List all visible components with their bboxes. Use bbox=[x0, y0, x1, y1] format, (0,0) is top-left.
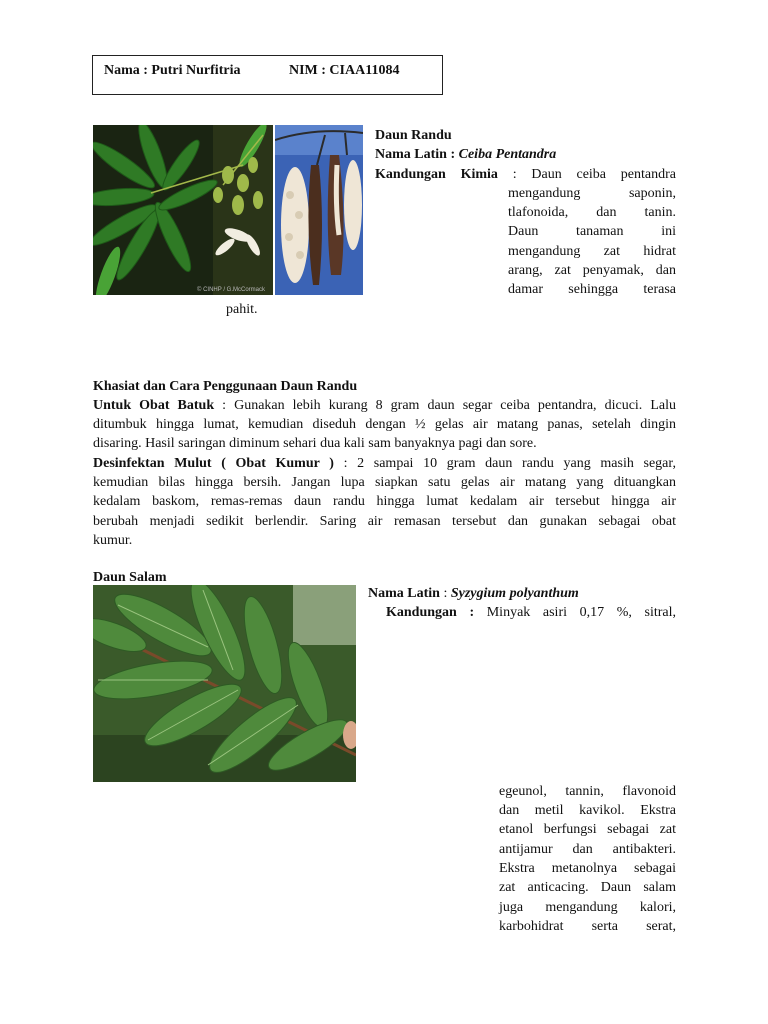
salam-kandungan-label: Kandungan : bbox=[386, 605, 475, 620]
salam-kandungan-line-2: etanol berfungsi sebagai zat bbox=[499, 822, 676, 837]
randu-kandungan-line-0: Kandungan Kimia : Daun ceiba pentandra bbox=[375, 167, 676, 182]
kumur-line-0: Desinfektan Mulut ( Obat Kumur ) : 2 sampai 10 gram daun randu yang masih segar, bbox=[93, 456, 676, 471]
salam-kandungan-line-3: antijamur dan antibakteri. bbox=[499, 842, 676, 857]
randu-latin bbox=[375, 145, 556, 164]
randu-kandungan-line-1: mengandung saponin, bbox=[508, 186, 676, 201]
student-name: Nama : Putri Nurfitria bbox=[104, 63, 241, 78]
student-nim: NIM : CIAA11084 bbox=[289, 63, 400, 78]
batuk-line-1: ditumbuk hingga lumat, kemudian diseduh dengan ½ gelas air matang panas, setelah dingin bbox=[93, 417, 676, 432]
salam-kandungan-line-7: karbohidrat serta serat, bbox=[499, 919, 676, 934]
salam-kandungan-line-1: dan metil kavikol. Ekstra bbox=[499, 803, 676, 818]
salam-kandungan-line-0: egeunol, tannin, flavonoid bbox=[499, 784, 676, 799]
batuk-label: Untuk Obat Batuk bbox=[93, 398, 215, 413]
salam-latin-name: Syzygium polyanthum bbox=[450, 586, 579, 601]
randu-title: Daun Randu bbox=[375, 128, 452, 143]
salam-latin: Nama Latin : Syzygium polyanthum bbox=[368, 586, 579, 601]
randu-kandungan-label: Kandungan Kimia bbox=[375, 167, 498, 182]
randu-kandungan-line-5: arang, zat penyamak, dan bbox=[508, 263, 676, 278]
salam-kandungan-line-4: Ekstra metanolnya sebagai bbox=[499, 861, 676, 876]
salam-kandungan-line-6: juga mengandung kalori, bbox=[499, 900, 676, 915]
kapok-pod-photo bbox=[275, 125, 363, 295]
kumur-line-1: kemudian bilas hingga bersih. Jangan lupa siapkan satu gelas air matang yang dituangkan bbox=[93, 475, 676, 490]
kumur-line-3: berubah menjadi sedikit berlendir. Saring air remasan tersebut dan gunakan sebagai obat bbox=[93, 514, 676, 529]
randu-latin-name: Ceiba Pentandra bbox=[458, 147, 557, 162]
salam-leaf-photo bbox=[93, 585, 356, 782]
randu-leaf-photo bbox=[93, 125, 273, 295]
randu-latin-label: Nama Latin : bbox=[375, 147, 456, 162]
randu-kandungan-line-6: damar sehingga terasa bbox=[508, 282, 676, 297]
randu-kandungan-line-3: Daun tanaman ini bbox=[508, 224, 676, 239]
khasiat-title: Khasiat dan Cara Penggunaan Daun Randu bbox=[93, 379, 358, 394]
salam-kandungan-line-5: zat anticacing. Daun salam bbox=[499, 880, 676, 895]
header-box bbox=[92, 55, 443, 95]
randu-kandungan-line-2: tlafonoida, dan tanin. bbox=[508, 205, 676, 220]
kumur-line-2: kedalam baskom, remas-remas daun randu hingga lumat kedalam air tersebut hingga air bbox=[93, 494, 676, 509]
salam-latin-label: Nama Latin bbox=[368, 586, 440, 601]
kumur-line-4: kumur. bbox=[93, 533, 133, 548]
batuk-line-0: Untuk Obat Batuk : Gunakan lebih kurang 8 gram daun segar ceiba pentandra, dicuci. Lalu bbox=[93, 398, 676, 413]
kumur-label: Desinfektan Mulut ( Obat Kumur ) bbox=[93, 456, 334, 471]
batuk-line-2: disaring. Hasil saringan diminum sehari dua kali sam banyaknya pagi dan sore. bbox=[93, 436, 537, 451]
salam-kandungan-first: Kandungan : Minyak asiri 0,17 %, sitral, bbox=[386, 605, 677, 620]
salam-title: Daun Salam bbox=[93, 570, 167, 585]
photo-credit: © CINHP / G.McCormack bbox=[197, 287, 265, 293]
randu-kandungan-line-4: mengandung zat hidrat bbox=[508, 244, 676, 259]
randu-kandungan-end: pahit. bbox=[226, 302, 258, 317]
